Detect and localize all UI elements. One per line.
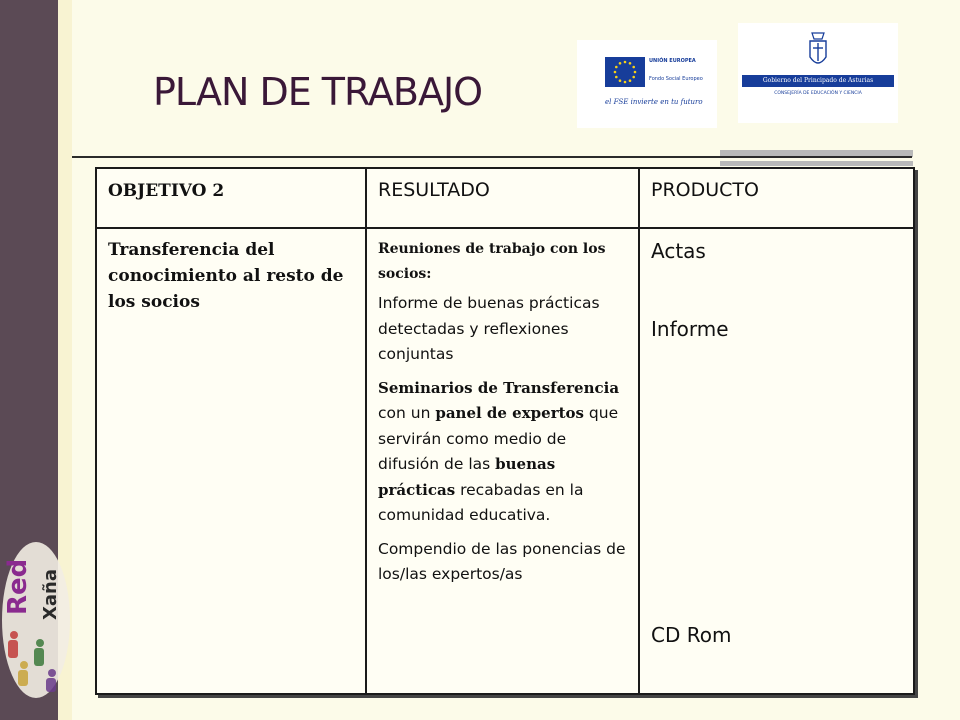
eu-flag-icon	[605, 57, 645, 87]
product-item: CD Rom	[651, 623, 732, 647]
objective-cell	[96, 228, 366, 694]
redxana-logo	[0, 525, 72, 700]
eu-name: UNIÓN EUROPEA	[649, 58, 696, 64]
header-cell	[96, 168, 366, 228]
product-item: Actas	[651, 239, 706, 263]
bold-text: panel de expertos	[435, 404, 584, 422]
result-content	[367, 229, 638, 588]
result-cell	[366, 228, 639, 694]
bold-text: Seminarios de Transferencia	[378, 378, 620, 397]
asturias-department: CONSEJERÍA DE EDUCACIÓN Y CIENCIA	[774, 91, 862, 96]
header-cell	[366, 168, 639, 228]
crest-icon	[806, 31, 830, 71]
text: que servirán como medio de difusión de las	[378, 404, 619, 473]
header-cell	[639, 168, 914, 228]
bold-text: buenas prácticas	[378, 455, 556, 499]
result-seminars	[378, 376, 628, 529]
result-compendium: Compendio de las ponencias de los/las expertos/as	[378, 539, 626, 583]
text: con un	[378, 404, 436, 422]
table-row	[96, 228, 914, 694]
asturias-logo	[738, 23, 898, 123]
objective-text: Transferencia del conocimiento al resto de los socios	[108, 240, 344, 312]
work-plan-table	[95, 167, 915, 695]
result-report: Informe de buenas prácticas detectadas y reflexiones conjuntas	[378, 294, 600, 363]
product-cell	[639, 228, 914, 694]
accent-bar	[720, 161, 913, 166]
asturias-government: Gobierno del Principado de Asturias	[742, 75, 894, 87]
result-meetings: Reuniones de trabajo con los socios:	[378, 241, 606, 282]
product-item: Informe	[651, 317, 729, 341]
eu-fund: Fondo Social Europeo	[649, 76, 703, 82]
eu-fse-logo	[577, 40, 717, 128]
header-objective: OBJETIVO 2	[108, 181, 225, 201]
svg-text:Red: Red	[3, 558, 33, 615]
svg-text:Xaña: Xaña	[40, 569, 61, 620]
page-title: PLAN DE TRABAJO	[153, 70, 483, 114]
header-product: PRODUCTO	[651, 179, 759, 201]
title-divider	[72, 156, 912, 158]
eu-slogan: el FSE invierte en tu futuro	[605, 98, 703, 106]
table-header-row	[96, 168, 914, 228]
text: recabadas en la comunidad educativa.	[378, 480, 584, 524]
header-result: RESULTADO	[378, 179, 490, 201]
